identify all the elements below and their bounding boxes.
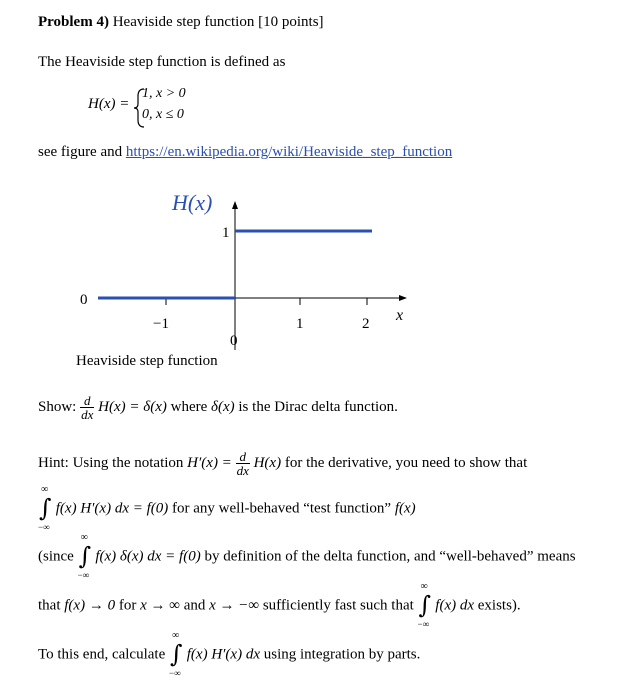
x-axis-label: x <box>396 307 404 324</box>
integral-sign: ∞ ∫ −∞ <box>38 484 52 532</box>
x-tick-label-1: 1 <box>296 316 304 332</box>
hint-line <box>38 450 527 477</box>
final-suffix: using integration by parts. <box>263 646 421 663</box>
definition-lhs: H(x) = <box>88 96 130 112</box>
integral-sign: ∞ ∫ −∞ <box>169 630 183 678</box>
integral-sign: ∞ ∫ −∞ <box>77 532 92 580</box>
intro-text: The Heaviside step function is defined as <box>38 54 286 70</box>
problem-title: Heaviside step function <box>112 14 255 30</box>
x-tick-label-2: 2 <box>362 316 370 332</box>
show-expression: H(x) = δ(x) <box>98 398 167 415</box>
that-text2: sufficiently fast such that <box>262 597 414 614</box>
that-line <box>38 581 521 629</box>
final-prefix: To this end, calculate <box>38 646 166 663</box>
x-axis-arrow <box>399 295 407 301</box>
that-prefix: that <box>38 597 61 614</box>
that-integrand: f(x) dx <box>435 597 475 614</box>
since-integrand: f(x) δ(x) dx = f(0) <box>95 548 201 565</box>
y-axis-arrow <box>232 201 238 209</box>
wikipedia-link[interactable]: https://en.wikipedia.org/wiki/Heaviside_step_function <box>125 144 453 160</box>
hint-text2: for the derivative, you need to show that <box>284 454 528 471</box>
x-tick-label-neg1: −1 <box>153 316 169 332</box>
problem-header <box>38 14 324 31</box>
show-suffix: is the Dirac delta function. <box>238 398 398 415</box>
heaviside-figure <box>70 185 430 365</box>
that-and: and <box>183 597 206 614</box>
condition-line <box>38 484 416 532</box>
hint-derivative-fraction: $\frac{d}{dx}$ <box>236 449 249 478</box>
since-line <box>38 532 576 580</box>
that-expr: f(x) → 0 <box>64 597 116 614</box>
condition-integrand: f(x) H′(x) dx = f(0) <box>55 500 169 517</box>
definition-case1: 1, x > 0 <box>142 86 186 101</box>
final-line <box>38 630 421 678</box>
since-prefix: (since <box>38 548 74 565</box>
since-text: by definition of the delta function, and “well-behaved” means <box>204 548 576 565</box>
problem-label: Problem 4) <box>38 14 109 30</box>
x-tick-label-0: 0 <box>230 333 238 349</box>
condition-fx: f(x) <box>394 500 416 517</box>
final-integrand: f(x) H′(x) dx <box>186 646 260 663</box>
definition-case2: 0, x ≤ 0 <box>142 107 184 122</box>
problem-points: [10 points] <box>258 14 324 30</box>
hint-expr2: H(x) <box>253 454 282 471</box>
show-delta: δ(x) <box>211 398 235 415</box>
derivative-fraction: $\frac{d}{dx}$ <box>81 393 94 422</box>
that-lim2: x → −∞ <box>209 597 260 614</box>
show-line <box>38 394 398 421</box>
hint-text1: Hint: Using the notation <box>38 454 184 471</box>
hint-expr1: H′(x) = <box>187 454 232 471</box>
figure-caption: Heaviside step function <box>76 353 218 369</box>
see-prefix: see figure and <box>38 144 123 160</box>
that-suffix: exists). <box>477 597 521 614</box>
y-tick-label-1: 1 <box>222 225 230 241</box>
y-tick-label-0: 0 <box>80 292 88 308</box>
condition-text: for any well-behaved “test function” <box>172 500 392 517</box>
that-lim1: x → ∞ <box>140 597 180 614</box>
show-where: where <box>170 398 208 415</box>
see-line <box>38 144 452 161</box>
integral-sign: ∞ ∫ −∞ <box>417 581 432 629</box>
show-label: Show: <box>38 398 77 415</box>
y-axis-label: H(x) <box>172 190 213 215</box>
that-text1: for <box>118 597 137 614</box>
